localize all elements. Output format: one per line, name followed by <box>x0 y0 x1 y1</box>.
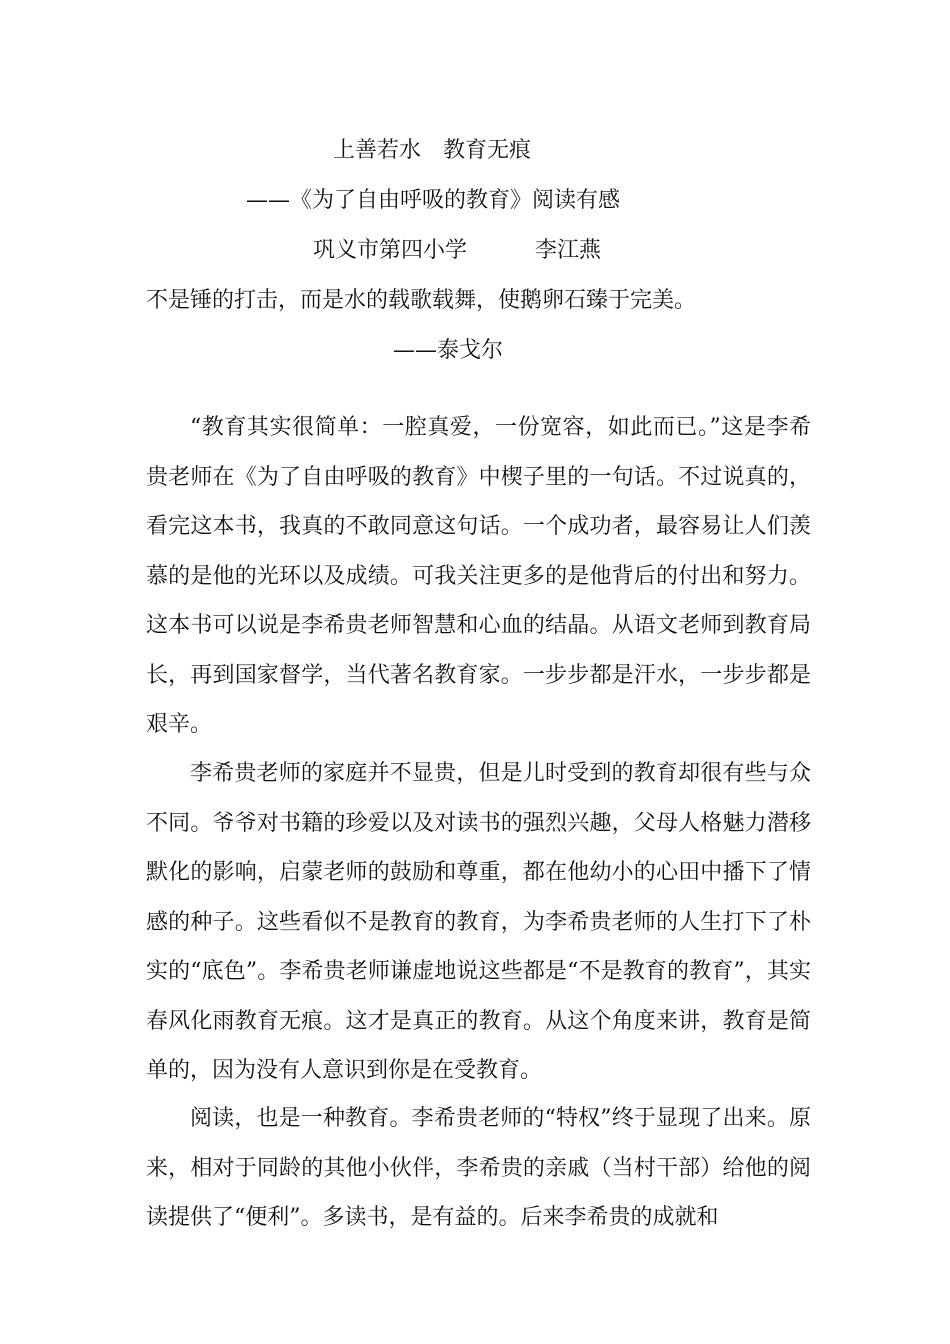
document-title: 上善若水 教育无痕 <box>333 138 532 163</box>
author-name: 李江燕 <box>535 238 602 263</box>
author-school: 巩义市第四小学 <box>313 238 468 263</box>
body-paragraph-1: “教育其实很简单：一腔真爱，一份宽容，如此而已。”这是李希贵老师在《为了自由呼吸的教育》中楔子里的一句话。不过说真的，看完这本书，我真的不敢同意这句话。一个成功者，最容易让人们羡慕的是他的光环以及成绩。可我关注更多的是他背后的付出和努力。这本书可以说是李希贵老师智慧和心血的结晶。从语文老师到教育局长，再到国家督学，当代著名教育家。一步步都是汗水，一步步都是艰辛。 <box>146 415 811 737</box>
body-paragraph-2: 李希贵老师的家庭并不显贵，但是儿时受到的教育却很有些与众不同。爷爷对书籍的珍爱以及对读书的强烈兴趣，父母人格魅力潜移默化的影响，启蒙老师的鼓励和尊重，都在他幼小的心田中播下了情感的种子。这些看似不是教育的教育，为李希贵老师的人生打下了朴实的“底色”。李希贵老师谦虚地说这些都是“不是教育的教育”，其实春风化雨教育无痕。这才是真正的教育。从这个角度来讲，教育是简单的，因为没有人意识到你是在受教育。 <box>146 761 811 1083</box>
epigraph-source: ——泰戈尔 <box>393 338 504 363</box>
body-paragraph-3: 阅读，也是一种教育。李希贵老师的“特权”终于显现了出来。原来，相对于同龄的其他小伙伴，李希贵的亲戚（当村干部）给他的阅读提供了“便利”。多读书，是有益的。后来李希贵的成就和 <box>146 1106 811 1230</box>
author-line <box>313 236 601 266</box>
epigraph-quote: 不是锤的打击，而是水的载歌载舞，使鹅卵石臻于完美。 <box>146 288 697 313</box>
document-subtitle: ——《为了自由呼吸的教育》阅读有感 <box>246 188 621 213</box>
